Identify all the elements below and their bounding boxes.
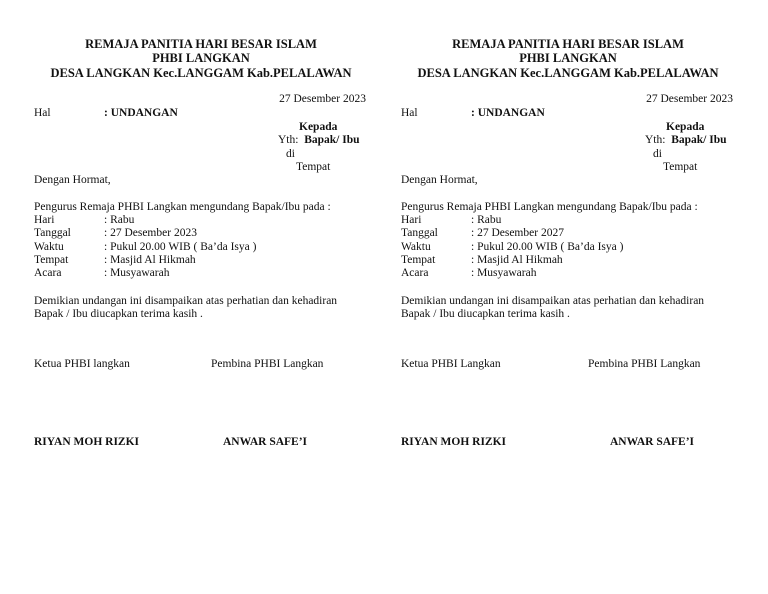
detail-label: Tempat [34,254,69,266]
recipient-yth [278,134,360,147]
intro-paragraph: Pengurus Remaja PHBI Langkan mengundang Bapak/Ibu pada : [34,201,331,213]
signatory-right-name: ANWAR SAFE’I [610,436,695,448]
recipient-kepada: Kepada [299,121,338,133]
recipient-tempat: Tempat [663,161,698,173]
detail-value: : Masjid Al Hikmah [104,254,196,266]
detail-value: : Rabu [104,214,135,226]
yth-value: Bapak/ Ibu [304,134,360,146]
invitation-letter-right [401,0,741,594]
yth-label: Yth: [278,134,299,146]
yth-value: Bapak/ Ibu [671,134,727,146]
detail-value: : 27 Desember 2027 [471,227,564,239]
subject-label: Hal [401,107,418,119]
letter-header-line-1: REMAJA PANITIA HARI BESAR ISLAM [85,37,317,51]
signatory-right-title: Pembina PHBI Langkan [211,358,324,370]
letter-header-line-3: DESA LANGKAN Kec.LANGGAM Kab.PELALAWAN [417,66,719,80]
detail-label: Tanggal [401,227,438,239]
signatory-left-title: Ketua PHBI langkan [34,358,130,370]
detail-label: Tanggal [34,227,71,239]
invitation-letter-left [34,0,374,594]
detail-value: : Pukul 20.00 WIB ( Ba’da Isya ) [471,241,624,253]
letter-date: 27 Desember 2023 [279,93,366,105]
letter-header-line-2: PHBI LANGKAN [152,51,250,65]
subject-label: Hal [34,107,51,119]
recipient-di: di [286,148,295,160]
letter-header-line-1: REMAJA PANITIA HARI BESAR ISLAM [452,37,684,51]
detail-label: Acara [401,267,429,279]
greeting: Dengan Hormat, [34,174,111,186]
detail-value: : 27 Desember 2023 [104,227,197,239]
detail-label: Waktu [34,241,64,253]
closing-line-2: Bapak / Ibu diucapkan terima kasih . [34,308,203,320]
detail-label: Acara [34,267,62,279]
detail-value: : Rabu [471,214,502,226]
yth-label: Yth: [645,134,666,146]
letter-date: 27 Desember 2023 [646,93,733,105]
detail-label: Tempat [401,254,436,266]
detail-value: : Musyawarah [471,267,537,279]
recipient-di: di [653,148,662,160]
detail-value: : Pukul 20.00 WIB ( Ba’da Isya ) [104,241,257,253]
letter-header-line-2: PHBI LANGKAN [519,51,617,65]
signatory-right-title: Pembina PHBI Langkan [588,358,701,370]
greeting: Dengan Hormat, [401,174,478,186]
detail-label: Waktu [401,241,431,253]
detail-value: : Musyawarah [104,267,170,279]
detail-label: Hari [34,214,55,226]
recipient-kepada: Kepada [666,121,705,133]
closing-line-1: Demikian undangan ini disampaikan atas perhatian dan kehadiran [34,295,338,307]
intro-paragraph: Pengurus Remaja PHBI Langkan mengundang Bapak/Ibu pada : [401,201,698,213]
closing-line-1: Demikian undangan ini disampaikan atas perhatian dan kehadiran [401,295,705,307]
signatory-left-name: RIYAN MOH RIZKI [34,436,140,448]
letter-header-line-3: DESA LANGKAN Kec.LANGGAM Kab.PELALAWAN [50,66,352,80]
subject-value: : UNDANGAN [471,107,545,119]
detail-label: Hari [401,214,422,226]
signatory-right-name: ANWAR SAFE’I [223,436,308,448]
recipient-yth [645,134,727,147]
detail-value: : Masjid Al Hikmah [471,254,563,266]
closing-line-2: Bapak / Ibu diucapkan terima kasih . [401,308,570,320]
recipient-tempat: Tempat [296,161,331,173]
signatory-left-name: RIYAN MOH RIZKI [401,436,507,448]
signatory-left-title: Ketua PHBI Langkan [401,358,501,370]
subject-value: : UNDANGAN [104,107,178,119]
